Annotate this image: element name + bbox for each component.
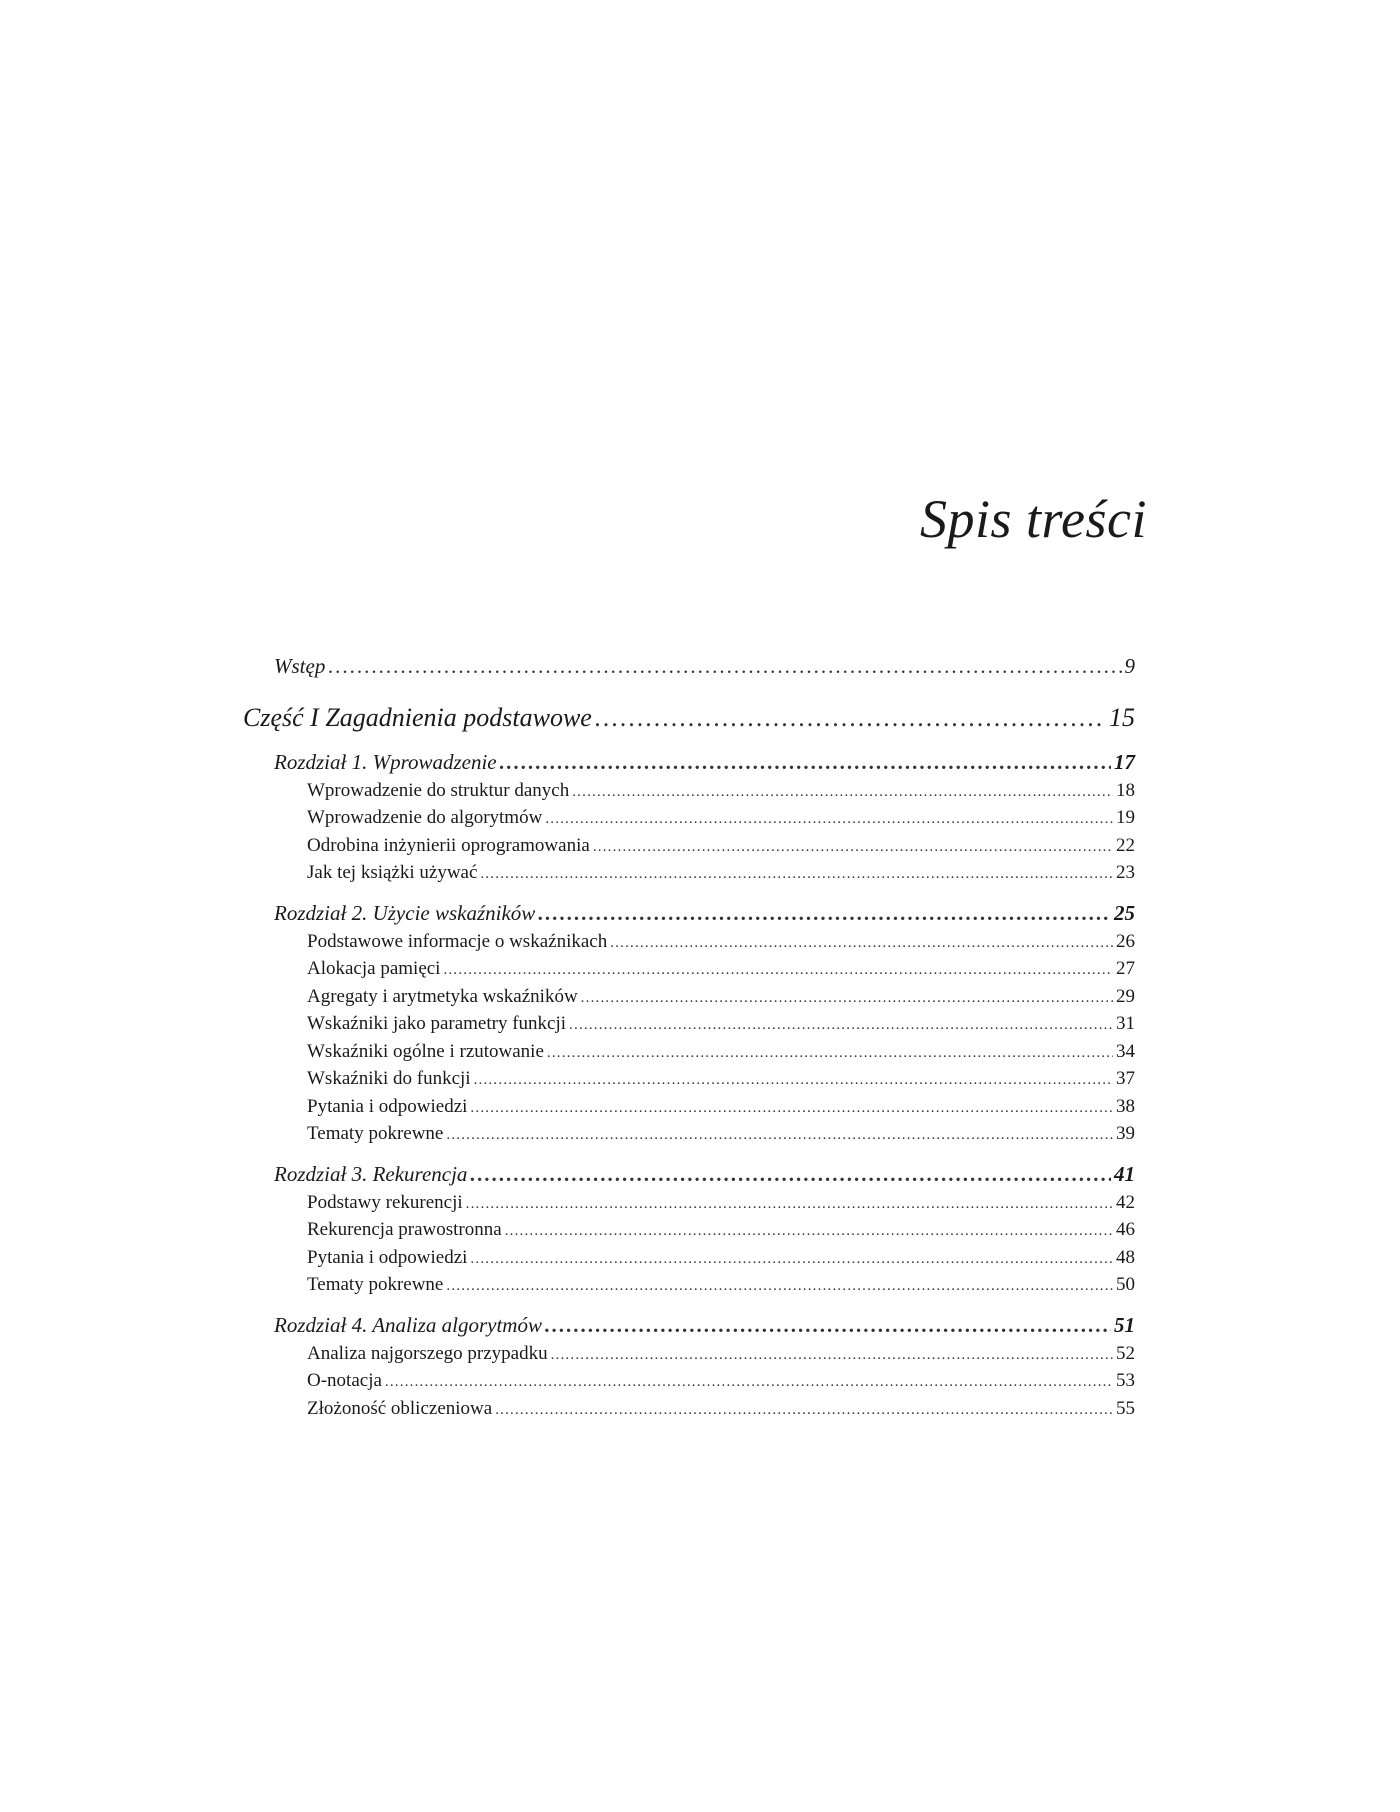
toc-entry-page: 19 xyxy=(1116,807,1135,828)
toc-entry-page: 17 xyxy=(1114,750,1135,774)
toc-entry-page: 51 xyxy=(1114,1313,1135,1337)
toc-entry-title: Złożoność obliczeniowa xyxy=(307,1398,493,1419)
toc-entry-title: Rozdział 2. Użycie wskaźników xyxy=(274,901,536,925)
leader-dots xyxy=(505,1223,1113,1240)
toc-entry-front[interactable] xyxy=(274,654,1135,679)
toc-entry-section[interactable] xyxy=(307,1274,1135,1296)
leader-dots xyxy=(569,1017,1113,1034)
leader-dots xyxy=(466,1196,1113,1213)
toc-entry-title: Rozdział 4. Analiza algorytmów xyxy=(274,1313,542,1337)
leader-dots xyxy=(500,750,1111,775)
toc-entry-title: Tematy pokrewne xyxy=(307,1274,444,1295)
toc-entry-chapter[interactable] xyxy=(274,901,1135,926)
toc-entry-title: Odrobina inżynierii oprogramowania xyxy=(307,835,590,856)
page-title: Spis treści xyxy=(920,489,1147,549)
toc-entry-title: Wstęp xyxy=(274,654,326,678)
toc-entry-title: O-notacja xyxy=(307,1370,382,1391)
toc-entry-section[interactable] xyxy=(307,986,1135,1008)
toc-entry-page: 37 xyxy=(1116,1068,1135,1089)
toc-entry-title: Rozdział 1. Wprowadzenie xyxy=(274,750,497,774)
toc-entry-section[interactable] xyxy=(307,862,1135,884)
leader-dots xyxy=(547,1045,1113,1062)
toc-entry-page: 22 xyxy=(1116,835,1135,856)
toc-entry-title: Podstawowe informacje o wskaźnikach xyxy=(307,931,608,952)
toc-entry-section[interactable] xyxy=(307,1219,1135,1241)
toc-entry-title: Agregaty i arytmetyka wskaźników xyxy=(307,986,578,1007)
leader-dots xyxy=(538,901,1111,926)
toc-entry-section[interactable] xyxy=(307,835,1135,857)
toc-entry-title: Rekurencja prawostronna xyxy=(307,1219,502,1240)
toc-entry-page: 46 xyxy=(1116,1219,1135,1240)
toc-entry-section[interactable] xyxy=(307,1247,1135,1269)
leader-dots xyxy=(581,990,1113,1007)
toc-entry-title: Tematy pokrewne xyxy=(307,1123,444,1144)
toc-entry-page: 31 xyxy=(1116,1013,1135,1034)
toc-entry-page: 39 xyxy=(1116,1123,1135,1144)
toc-entry-page: 50 xyxy=(1116,1274,1135,1295)
leader-dots xyxy=(443,962,1113,979)
toc-entry-page: 52 xyxy=(1116,1343,1135,1364)
toc-entry-section[interactable] xyxy=(307,1041,1135,1063)
toc-entry-chapter[interactable] xyxy=(274,1313,1135,1338)
leader-dots xyxy=(328,654,1121,679)
leader-dots xyxy=(385,1374,1113,1391)
toc-entry-page: 34 xyxy=(1116,1041,1135,1062)
toc-entry-title: Wskaźniki do funkcji xyxy=(307,1068,471,1089)
toc-entry-section[interactable] xyxy=(307,1370,1135,1392)
toc-entry-page: 15 xyxy=(1109,703,1135,732)
leader-dots xyxy=(595,703,1106,733)
toc-entry-section[interactable] xyxy=(307,958,1135,980)
toc-entry-page: 48 xyxy=(1116,1247,1135,1268)
leader-dots xyxy=(480,866,1113,883)
toc-entry-title: Wprowadzenie do algorytmów xyxy=(307,807,543,828)
toc-entry-section[interactable] xyxy=(307,1123,1135,1145)
toc-entry-page: 18 xyxy=(1116,780,1135,801)
toc-entry-page: 55 xyxy=(1116,1398,1135,1419)
toc-entry-page: 42 xyxy=(1116,1192,1135,1213)
toc-entry-page: 26 xyxy=(1116,931,1135,952)
toc-entry-title: Jak tej książki używać xyxy=(307,862,478,883)
leader-dots xyxy=(545,1313,1111,1338)
toc-entry-section[interactable] xyxy=(307,931,1135,953)
leader-dots xyxy=(572,784,1113,801)
toc-entry-title: Wprowadzenie do struktur danych xyxy=(307,780,570,801)
leader-dots xyxy=(593,839,1113,856)
leader-dots xyxy=(446,1127,1113,1144)
toc-entry-title: Pytania i odpowiedzi xyxy=(307,1247,468,1268)
leader-dots xyxy=(551,1347,1113,1364)
toc-entry-section[interactable] xyxy=(307,1013,1135,1035)
toc-entry-section[interactable] xyxy=(307,1096,1135,1118)
leader-dots xyxy=(470,1100,1113,1117)
toc-entry-chapter[interactable] xyxy=(274,750,1135,775)
toc-entry-title: Wskaźniki jako parametry funkcji xyxy=(307,1013,567,1034)
toc-entry-page: 29 xyxy=(1116,986,1135,1007)
toc-entry-part[interactable] xyxy=(243,703,1135,733)
toc-entry-page: 38 xyxy=(1116,1096,1135,1117)
toc-entry-title: Pytania i odpowiedzi xyxy=(307,1096,468,1117)
toc-entry-section[interactable] xyxy=(307,780,1135,802)
toc-entry-section[interactable] xyxy=(307,1068,1135,1090)
toc-entry-page: 41 xyxy=(1114,1162,1135,1186)
toc-entry-section[interactable] xyxy=(307,807,1135,829)
toc-entry-page: 23 xyxy=(1116,862,1135,883)
toc-entry-page: 9 xyxy=(1124,654,1135,678)
toc-entry-chapter[interactable] xyxy=(274,1162,1135,1187)
toc-entry-section[interactable] xyxy=(307,1192,1135,1214)
leader-dots xyxy=(470,1251,1113,1268)
toc-entry-section[interactable] xyxy=(307,1398,1135,1420)
toc-entry-title: Analiza najgorszego przypadku xyxy=(307,1343,548,1364)
leader-dots xyxy=(610,935,1113,952)
toc-entry-page: 25 xyxy=(1114,901,1135,925)
toc-entry-title: Wskaźniki ogólne i rzutowanie xyxy=(307,1041,544,1062)
leader-dots xyxy=(545,811,1113,828)
toc-entry-title: Część I Zagadnienia podstawowe xyxy=(243,703,592,732)
toc-entry-section[interactable] xyxy=(307,1343,1135,1365)
leader-dots xyxy=(474,1072,1113,1089)
leader-dots xyxy=(495,1402,1113,1419)
toc-entry-title: Podstawy rekurencji xyxy=(307,1192,463,1213)
leader-dots xyxy=(470,1162,1111,1187)
toc-entry-title: Rozdział 3. Rekurencja xyxy=(274,1162,468,1186)
leader-dots xyxy=(446,1278,1113,1295)
toc-entry-page: 27 xyxy=(1116,958,1135,979)
toc-entry-page: 53 xyxy=(1116,1370,1135,1391)
toc-entry-title: Alokacja pamięci xyxy=(307,958,441,979)
